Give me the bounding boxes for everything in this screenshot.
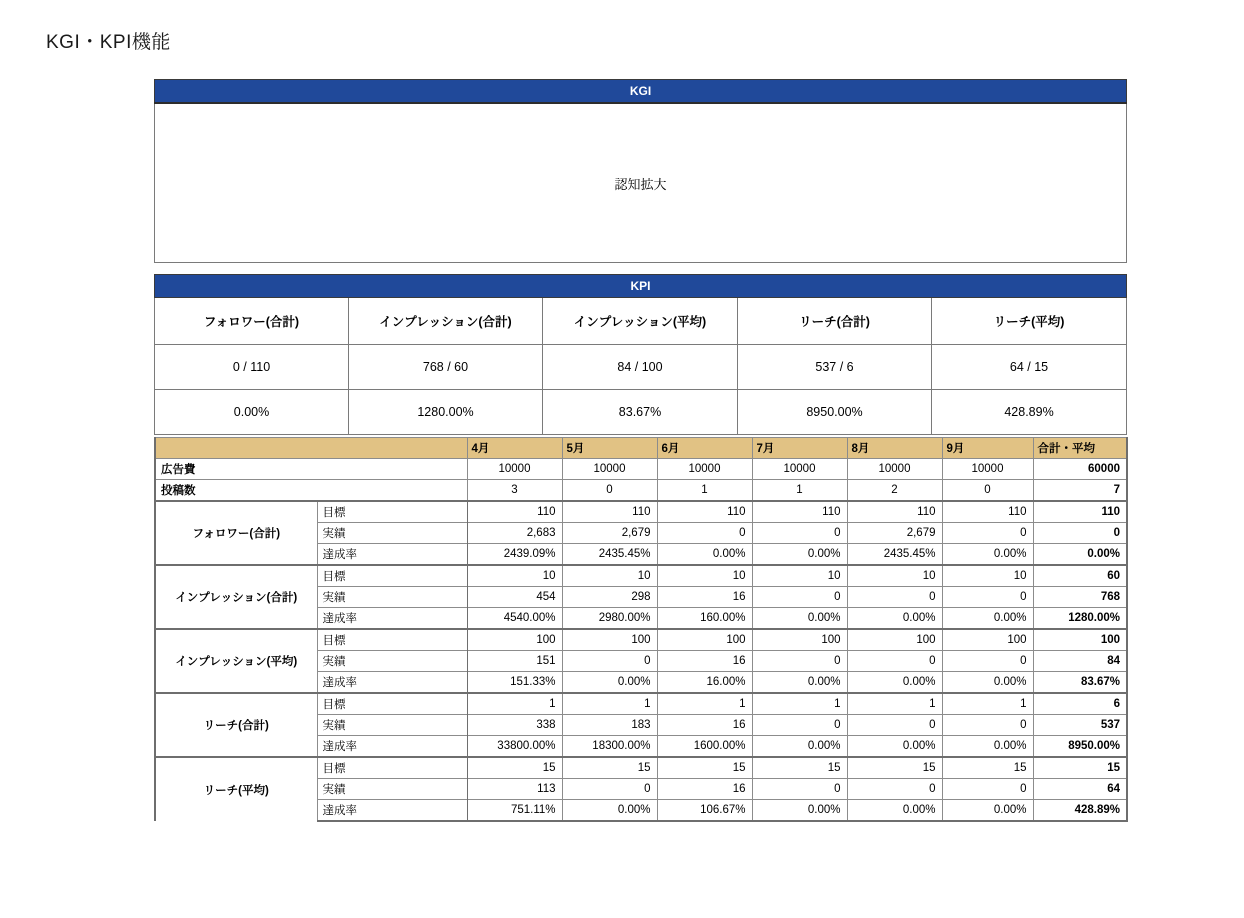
table-row xyxy=(155,565,1127,587)
value-cell: 0 xyxy=(752,779,847,800)
value-cell: 10 xyxy=(752,565,847,587)
value-cell: 0 xyxy=(847,651,942,672)
value-cell: 0 xyxy=(562,480,657,502)
sub-label-達成率: 達成率 xyxy=(317,736,467,758)
month-column-header-5: 8月 xyxy=(847,438,942,459)
sub-label-実績: 実績 xyxy=(317,651,467,672)
value-cell: 15 xyxy=(657,757,752,779)
value-cell: 0.00% xyxy=(847,672,942,694)
value-cell: 110 xyxy=(942,501,1033,523)
total-cell: 64 xyxy=(1033,779,1127,800)
kpi-column-header: フォロワー(合計) xyxy=(155,298,349,345)
total-cell: 6 xyxy=(1033,693,1127,715)
value-cell: 0.00% xyxy=(657,544,752,566)
kpi-value-cell: 537 / 6 xyxy=(738,345,932,390)
value-cell: 0.00% xyxy=(847,608,942,630)
total-cell: 60000 xyxy=(1033,459,1127,480)
value-cell: 110 xyxy=(467,501,562,523)
kpi-rate-cell: 428.89% xyxy=(932,390,1127,435)
total-cell: 8950.00% xyxy=(1033,736,1127,758)
value-cell: 0 xyxy=(752,651,847,672)
value-cell: 15 xyxy=(847,757,942,779)
value-cell: 100 xyxy=(942,629,1033,651)
value-cell: 100 xyxy=(467,629,562,651)
value-cell: 100 xyxy=(657,629,752,651)
value-cell: 10 xyxy=(942,565,1033,587)
value-cell: 0.00% xyxy=(847,800,942,822)
value-cell: 2439.09% xyxy=(467,544,562,566)
value-cell: 151.33% xyxy=(467,672,562,694)
value-cell: 298 xyxy=(562,587,657,608)
value-cell: 0.00% xyxy=(752,544,847,566)
value-cell: 10 xyxy=(562,565,657,587)
value-cell: 1 xyxy=(942,693,1033,715)
value-cell: 0 xyxy=(752,587,847,608)
value-cell: 0 xyxy=(752,523,847,544)
metric-label-インプレッション(平均): インプレッション(平均) xyxy=(155,629,317,693)
kpi-column-header: インプレッション(合計) xyxy=(349,298,543,345)
value-cell: 15 xyxy=(562,757,657,779)
page-title: KGI・KPI機能 xyxy=(46,32,171,53)
kpi-column-header: インプレッション(平均) xyxy=(543,298,738,345)
value-cell: 10000 xyxy=(562,459,657,480)
value-cell: 0 xyxy=(942,715,1033,736)
kgi-body-text: 認知拡大 xyxy=(155,103,1127,263)
table-row xyxy=(155,459,1127,480)
value-cell: 1 xyxy=(467,693,562,715)
value-cell: 106.67% xyxy=(657,800,752,822)
month-column-header-6: 9月 xyxy=(942,438,1033,459)
table-row xyxy=(155,501,1127,523)
kgi-body-row xyxy=(155,103,1127,263)
kpi-band-label: KPI xyxy=(155,275,1127,298)
metric-label-インプレッション(合計): インプレッション(合計) xyxy=(155,565,317,629)
value-cell: 18300.00% xyxy=(562,736,657,758)
total-cell: 84 xyxy=(1033,651,1127,672)
kpi-band-row xyxy=(155,275,1127,298)
value-cell: 0 xyxy=(562,651,657,672)
total-cell: 100 xyxy=(1033,629,1127,651)
value-cell: 16 xyxy=(657,779,752,800)
value-cell: 1600.00% xyxy=(657,736,752,758)
table-row xyxy=(155,757,1127,779)
value-cell: 15 xyxy=(752,757,847,779)
kpi-value-cell: 0 / 110 xyxy=(155,345,349,390)
kpi-column-header: リーチ(平均) xyxy=(932,298,1127,345)
sub-label-目標: 目標 xyxy=(317,693,467,715)
value-cell: 10000 xyxy=(942,459,1033,480)
sub-label-実績: 実績 xyxy=(317,587,467,608)
sub-label-達成率: 達成率 xyxy=(317,544,467,566)
sub-label-目標: 目標 xyxy=(317,501,467,523)
value-cell: 0.00% xyxy=(562,672,657,694)
metric-label-フォロワー(合計): フォロワー(合計) xyxy=(155,501,317,565)
row-label-広告費: 広告費 xyxy=(155,459,467,480)
kpi-value-cell: 64 / 15 xyxy=(932,345,1127,390)
value-cell: 16 xyxy=(657,587,752,608)
value-cell: 0 xyxy=(657,523,752,544)
sub-label-目標: 目標 xyxy=(317,565,467,587)
value-cell: 100 xyxy=(562,629,657,651)
value-cell: 751.11% xyxy=(467,800,562,822)
kpi-value-cell: 768 / 60 xyxy=(349,345,543,390)
value-cell: 100 xyxy=(847,629,942,651)
value-cell: 160.00% xyxy=(657,608,752,630)
value-cell: 183 xyxy=(562,715,657,736)
monthly-kpi-table xyxy=(154,437,1128,822)
value-cell: 10000 xyxy=(657,459,752,480)
value-cell: 2,679 xyxy=(562,523,657,544)
sub-label-目標: 目標 xyxy=(317,629,467,651)
month-column-header-1: 4月 xyxy=(467,438,562,459)
total-cell: 1280.00% xyxy=(1033,608,1127,630)
table-row xyxy=(155,480,1127,502)
value-cell: 0 xyxy=(942,779,1033,800)
value-cell: 1 xyxy=(847,693,942,715)
total-cell: 15 xyxy=(1033,757,1127,779)
value-cell: 0.00% xyxy=(942,608,1033,630)
row-label-投稿数: 投稿数 xyxy=(155,480,467,502)
kpi-header-row xyxy=(155,298,1127,345)
value-cell: 110 xyxy=(562,501,657,523)
total-cell: 537 xyxy=(1033,715,1127,736)
value-cell: 0.00% xyxy=(847,736,942,758)
value-cell: 4540.00% xyxy=(467,608,562,630)
kpi-value-row xyxy=(155,345,1127,390)
value-cell: 33800.00% xyxy=(467,736,562,758)
value-cell: 1 xyxy=(562,693,657,715)
value-cell: 10 xyxy=(657,565,752,587)
month-column-header-2: 5月 xyxy=(562,438,657,459)
value-cell: 338 xyxy=(467,715,562,736)
value-cell: 0 xyxy=(847,715,942,736)
value-cell: 10 xyxy=(847,565,942,587)
kgi-band-row xyxy=(155,80,1127,104)
value-cell: 2435.45% xyxy=(562,544,657,566)
value-cell: 1 xyxy=(657,480,752,502)
value-cell: 0.00% xyxy=(752,736,847,758)
value-cell: 0 xyxy=(942,587,1033,608)
value-cell: 2980.00% xyxy=(562,608,657,630)
kpi-column-header: リーチ(合計) xyxy=(738,298,932,345)
value-cell: 100 xyxy=(752,629,847,651)
month-column-header-4: 7月 xyxy=(752,438,847,459)
value-cell: 1 xyxy=(752,693,847,715)
value-cell: 151 xyxy=(467,651,562,672)
sub-label-達成率: 達成率 xyxy=(317,800,467,822)
total-cell: 7 xyxy=(1033,480,1127,502)
value-cell: 2,683 xyxy=(467,523,562,544)
value-cell: 1 xyxy=(657,693,752,715)
metric-label-リーチ(合計): リーチ(合計) xyxy=(155,693,317,757)
value-cell: 0 xyxy=(752,715,847,736)
value-cell: 3 xyxy=(467,480,562,502)
sub-label-目標: 目標 xyxy=(317,757,467,779)
month-column-header-3: 6月 xyxy=(657,438,752,459)
value-cell: 110 xyxy=(657,501,752,523)
sub-label-実績: 実績 xyxy=(317,779,467,800)
table-row xyxy=(155,629,1127,651)
value-cell: 110 xyxy=(847,501,942,523)
month-header-row xyxy=(155,438,1127,459)
value-cell: 16.00% xyxy=(657,672,752,694)
value-cell: 2 xyxy=(847,480,942,502)
total-cell: 0.00% xyxy=(1033,544,1127,566)
value-cell: 10000 xyxy=(467,459,562,480)
value-cell: 0.00% xyxy=(942,736,1033,758)
value-cell: 0.00% xyxy=(752,800,847,822)
value-cell: 454 xyxy=(467,587,562,608)
kpi-value-cell: 84 / 100 xyxy=(543,345,738,390)
sub-label-達成率: 達成率 xyxy=(317,608,467,630)
value-cell: 0 xyxy=(847,587,942,608)
value-cell: 15 xyxy=(467,757,562,779)
kpi-table xyxy=(154,274,1127,435)
value-cell: 0.00% xyxy=(942,800,1033,822)
value-cell: 16 xyxy=(657,715,752,736)
value-cell: 110 xyxy=(752,501,847,523)
value-cell: 113 xyxy=(467,779,562,800)
sub-label-達成率: 達成率 xyxy=(317,672,467,694)
value-cell: 0.00% xyxy=(752,608,847,630)
value-cell: 2,679 xyxy=(847,523,942,544)
value-cell: 0.00% xyxy=(942,672,1033,694)
kpi-rate-cell: 8950.00% xyxy=(738,390,932,435)
value-cell: 0 xyxy=(942,651,1033,672)
value-cell: 1 xyxy=(752,480,847,502)
total-cell: 83.67% xyxy=(1033,672,1127,694)
total-cell: 768 xyxy=(1033,587,1127,608)
kpi-rate-row xyxy=(155,390,1127,435)
kpi-rate-cell: 83.67% xyxy=(543,390,738,435)
value-cell: 15 xyxy=(942,757,1033,779)
table-row xyxy=(155,693,1127,715)
value-cell: 0.00% xyxy=(752,672,847,694)
value-cell: 10 xyxy=(467,565,562,587)
sub-label-実績: 実績 xyxy=(317,715,467,736)
value-cell: 0 xyxy=(847,779,942,800)
value-cell: 0 xyxy=(942,480,1033,502)
total-cell: 110 xyxy=(1033,501,1127,523)
total-cell: 60 xyxy=(1033,565,1127,587)
kpi-rate-cell: 0.00% xyxy=(155,390,349,435)
total-cell: 428.89% xyxy=(1033,800,1127,822)
kpi-rate-cell: 1280.00% xyxy=(349,390,543,435)
total-cell: 0 xyxy=(1033,523,1127,544)
header-corner-blank xyxy=(155,438,467,459)
value-cell: 2435.45% xyxy=(847,544,942,566)
value-cell: 0.00% xyxy=(942,544,1033,566)
kgi-band-label: KGI xyxy=(155,80,1127,104)
sub-label-実績: 実績 xyxy=(317,523,467,544)
kgi-table xyxy=(154,79,1127,263)
value-cell: 0 xyxy=(562,779,657,800)
value-cell: 10000 xyxy=(847,459,942,480)
value-cell: 0 xyxy=(942,523,1033,544)
value-cell: 16 xyxy=(657,651,752,672)
total-column-header: 合計・平均 xyxy=(1033,438,1127,459)
metric-label-リーチ(平均): リーチ(平均) xyxy=(155,757,317,821)
value-cell: 0.00% xyxy=(562,800,657,822)
value-cell: 10000 xyxy=(752,459,847,480)
